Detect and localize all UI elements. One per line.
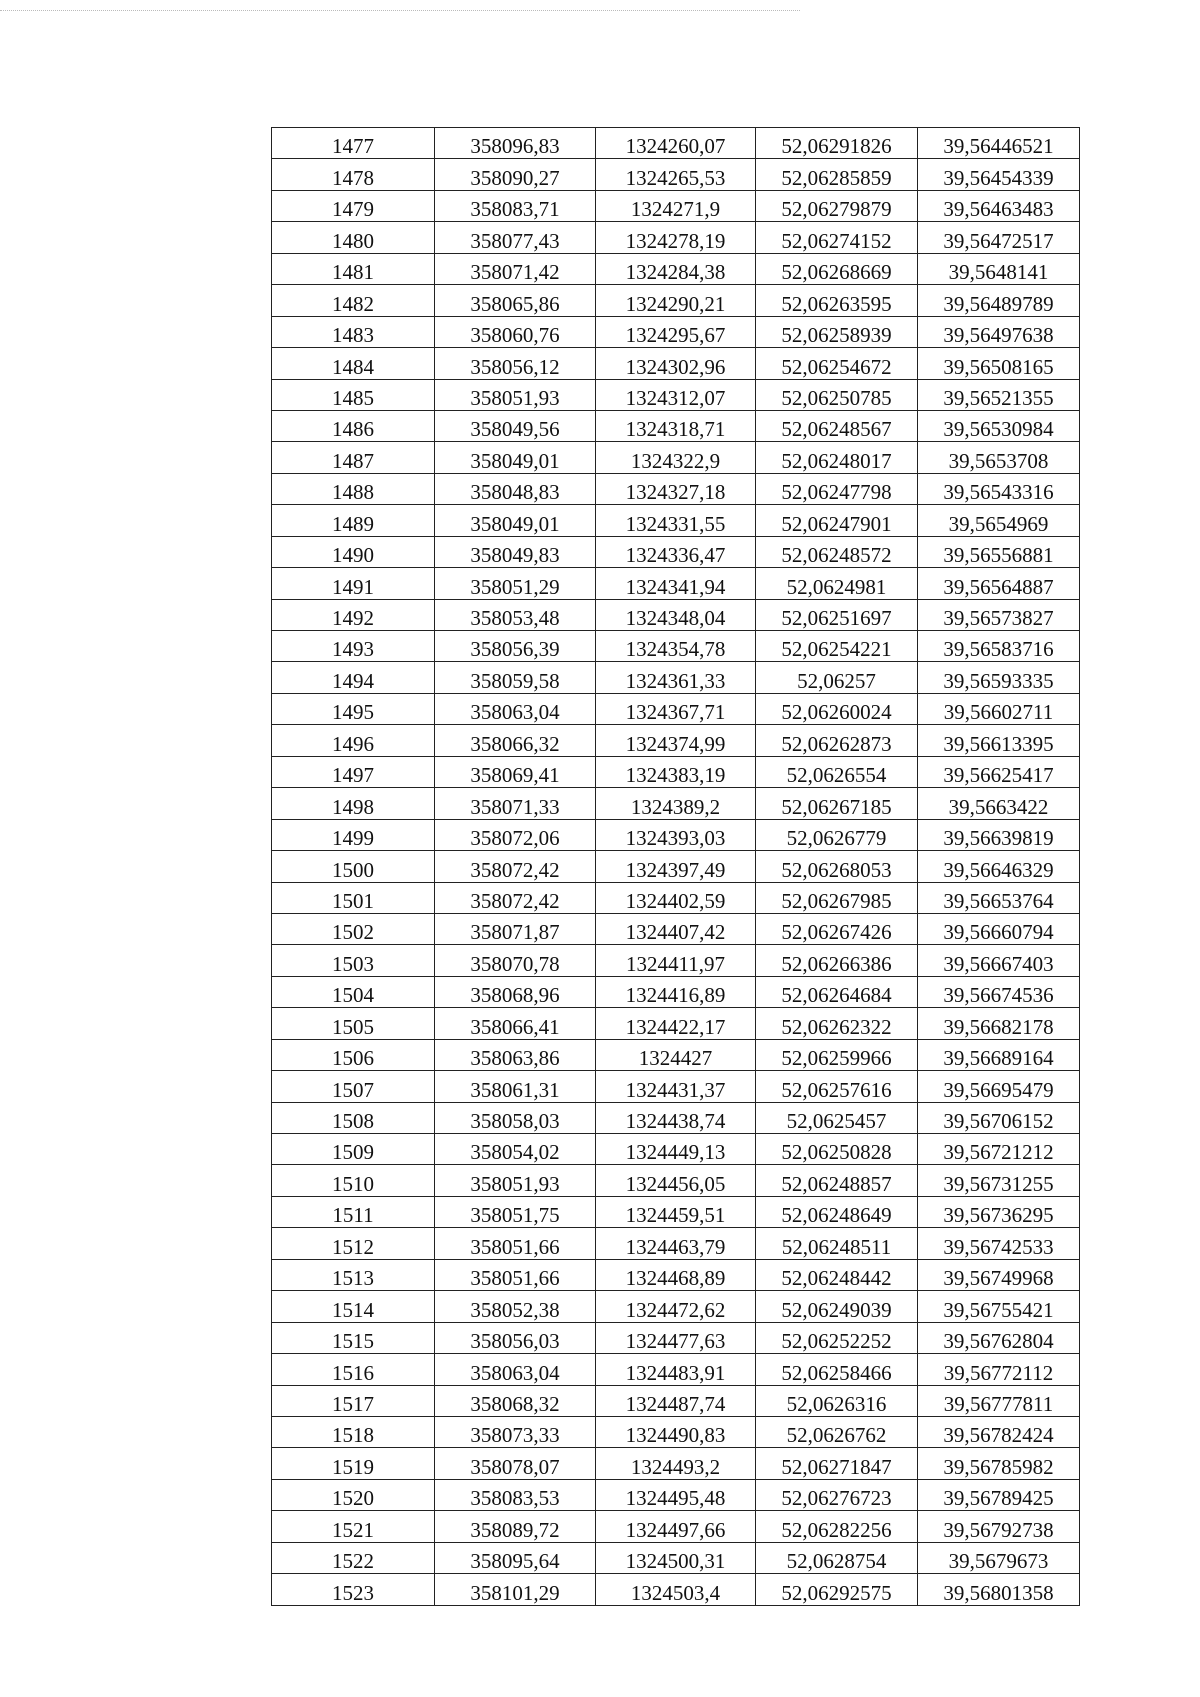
table-row <box>272 945 1080 976</box>
latitude-cell: 52,06267426 <box>756 913 918 944</box>
latitude-cell: 52,06274152 <box>756 222 918 253</box>
x-coordinate-cell: 358060,76 <box>435 316 596 347</box>
y-coordinate-cell: 1324397,49 <box>596 851 756 882</box>
x-coordinate-cell: 358095,64 <box>435 1542 596 1573</box>
table-row <box>272 410 1080 441</box>
point-number-cell: 1500 <box>272 851 435 882</box>
y-coordinate-cell: 1324331,55 <box>596 505 756 536</box>
longitude-cell: 39,56613395 <box>918 725 1080 756</box>
y-coordinate-cell: 1324278,19 <box>596 222 756 253</box>
longitude-cell: 39,56530984 <box>918 410 1080 441</box>
table-row <box>272 316 1080 347</box>
y-coordinate-cell: 1324483,91 <box>596 1354 756 1385</box>
longitude-cell: 39,56789425 <box>918 1479 1080 1510</box>
latitude-cell: 52,06263595 <box>756 285 918 316</box>
longitude-cell: 39,56508165 <box>918 348 1080 379</box>
latitude-cell: 52,06248567 <box>756 410 918 441</box>
y-coordinate-cell: 1324260,07 <box>596 128 756 159</box>
y-coordinate-cell: 1324327,18 <box>596 473 756 504</box>
latitude-cell: 52,06257 <box>756 662 918 693</box>
y-coordinate-cell: 1324463,79 <box>596 1228 756 1259</box>
y-coordinate-cell: 1324393,03 <box>596 819 756 850</box>
x-coordinate-cell: 358053,48 <box>435 599 596 630</box>
longitude-cell: 39,56695479 <box>918 1071 1080 1102</box>
point-number-cell: 1489 <box>272 505 435 536</box>
y-coordinate-cell: 1324336,47 <box>596 536 756 567</box>
x-coordinate-cell: 358077,43 <box>435 222 596 253</box>
x-coordinate-cell: 358101,29 <box>435 1574 596 1605</box>
longitude-cell: 39,56446521 <box>918 128 1080 159</box>
point-number-cell: 1497 <box>272 756 435 787</box>
y-coordinate-cell: 1324497,66 <box>596 1511 756 1542</box>
latitude-cell: 52,06248442 <box>756 1259 918 1290</box>
point-number-cell: 1507 <box>272 1071 435 1102</box>
longitude-cell: 39,56521355 <box>918 379 1080 410</box>
table-row <box>272 1259 1080 1290</box>
point-number-cell: 1487 <box>272 442 435 473</box>
x-coordinate-cell: 358051,93 <box>435 379 596 410</box>
y-coordinate-cell: 1324341,94 <box>596 568 756 599</box>
point-number-cell: 1506 <box>272 1039 435 1070</box>
latitude-cell: 52,06252252 <box>756 1322 918 1353</box>
latitude-cell: 52,0625457 <box>756 1102 918 1133</box>
x-coordinate-cell: 358073,33 <box>435 1416 596 1447</box>
point-number-cell: 1519 <box>272 1448 435 1479</box>
x-coordinate-cell: 358056,12 <box>435 348 596 379</box>
x-coordinate-cell: 358058,03 <box>435 1102 596 1133</box>
latitude-cell: 52,06276723 <box>756 1479 918 1510</box>
point-number-cell: 1515 <box>272 1322 435 1353</box>
latitude-cell: 52,06248649 <box>756 1196 918 1227</box>
point-number-cell: 1505 <box>272 1008 435 1039</box>
longitude-cell: 39,56755421 <box>918 1291 1080 1322</box>
longitude-cell: 39,56639819 <box>918 819 1080 850</box>
longitude-cell: 39,56583716 <box>918 631 1080 662</box>
table-row <box>272 1039 1080 1070</box>
table-row <box>272 190 1080 221</box>
table-row <box>272 1479 1080 1510</box>
point-number-cell: 1521 <box>272 1511 435 1542</box>
longitude-cell: 39,56682178 <box>918 1008 1080 1039</box>
y-coordinate-cell: 1324503,4 <box>596 1574 756 1605</box>
latitude-cell: 52,06248572 <box>756 536 918 567</box>
point-number-cell: 1501 <box>272 882 435 913</box>
point-number-cell: 1510 <box>272 1165 435 1196</box>
point-number-cell: 1503 <box>272 945 435 976</box>
y-coordinate-cell: 1324468,89 <box>596 1259 756 1290</box>
y-coordinate-cell: 1324322,9 <box>596 442 756 473</box>
longitude-cell: 39,56667403 <box>918 945 1080 976</box>
point-number-cell: 1492 <box>272 599 435 630</box>
latitude-cell: 52,0628754 <box>756 1542 918 1573</box>
x-coordinate-cell: 358049,01 <box>435 505 596 536</box>
point-number-cell: 1483 <box>272 316 435 347</box>
latitude-cell: 52,06250828 <box>756 1134 918 1165</box>
table-row <box>272 285 1080 316</box>
y-coordinate-cell: 1324271,9 <box>596 190 756 221</box>
table-row <box>272 128 1080 159</box>
point-number-cell: 1520 <box>272 1479 435 1510</box>
table-row <box>272 725 1080 756</box>
point-number-cell: 1490 <box>272 536 435 567</box>
x-coordinate-cell: 358072,42 <box>435 882 596 913</box>
latitude-cell: 52,0626554 <box>756 756 918 787</box>
latitude-cell: 52,0626779 <box>756 819 918 850</box>
point-number-cell: 1482 <box>272 285 435 316</box>
y-coordinate-cell: 1324407,42 <box>596 913 756 944</box>
latitude-cell: 52,06267185 <box>756 788 918 819</box>
y-coordinate-cell: 1324367,71 <box>596 693 756 724</box>
x-coordinate-cell: 358056,39 <box>435 631 596 662</box>
longitude-cell: 39,56543316 <box>918 473 1080 504</box>
x-coordinate-cell: 358072,06 <box>435 819 596 850</box>
table-row <box>272 505 1080 536</box>
table-row <box>272 1071 1080 1102</box>
longitude-cell: 39,5679673 <box>918 1542 1080 1573</box>
y-coordinate-cell: 1324402,59 <box>596 882 756 913</box>
table-row <box>272 159 1080 190</box>
table-row <box>272 1134 1080 1165</box>
latitude-cell: 52,06268053 <box>756 851 918 882</box>
latitude-cell: 52,06268669 <box>756 253 918 284</box>
x-coordinate-cell: 358066,41 <box>435 1008 596 1039</box>
x-coordinate-cell: 358071,33 <box>435 788 596 819</box>
scan-edge-line <box>0 10 800 11</box>
longitude-cell: 39,56625417 <box>918 756 1080 787</box>
longitude-cell: 39,56653764 <box>918 882 1080 913</box>
x-coordinate-cell: 358061,31 <box>435 1071 596 1102</box>
table-row <box>272 348 1080 379</box>
x-coordinate-cell: 358048,83 <box>435 473 596 504</box>
y-coordinate-cell: 1324456,05 <box>596 1165 756 1196</box>
y-coordinate-cell: 1324438,74 <box>596 1102 756 1133</box>
x-coordinate-cell: 358049,01 <box>435 442 596 473</box>
longitude-cell: 39,56593335 <box>918 662 1080 693</box>
table-row <box>272 662 1080 693</box>
point-number-cell: 1485 <box>272 379 435 410</box>
y-coordinate-cell: 1324295,67 <box>596 316 756 347</box>
x-coordinate-cell: 358068,32 <box>435 1385 596 1416</box>
table-row <box>272 851 1080 882</box>
longitude-cell: 39,56772112 <box>918 1354 1080 1385</box>
table-row <box>272 1196 1080 1227</box>
table-row <box>272 1102 1080 1133</box>
y-coordinate-cell: 1324422,17 <box>596 1008 756 1039</box>
latitude-cell: 52,06259966 <box>756 1039 918 1070</box>
y-coordinate-cell: 1324361,33 <box>596 662 756 693</box>
point-number-cell: 1493 <box>272 631 435 662</box>
latitude-cell: 52,06254221 <box>756 631 918 662</box>
x-coordinate-cell: 358051,29 <box>435 568 596 599</box>
table-row <box>272 756 1080 787</box>
longitude-cell: 39,56602711 <box>918 693 1080 724</box>
latitude-cell: 52,06262322 <box>756 1008 918 1039</box>
point-number-cell: 1513 <box>272 1259 435 1290</box>
latitude-cell: 52,06248511 <box>756 1228 918 1259</box>
longitude-cell: 39,5653708 <box>918 442 1080 473</box>
table-row <box>272 1448 1080 1479</box>
point-number-cell: 1480 <box>272 222 435 253</box>
y-coordinate-cell: 1324290,21 <box>596 285 756 316</box>
table-row <box>272 379 1080 410</box>
coordinates-table-body <box>272 128 1080 1606</box>
table-row <box>272 1228 1080 1259</box>
y-coordinate-cell: 1324449,13 <box>596 1134 756 1165</box>
longitude-cell: 39,56556881 <box>918 536 1080 567</box>
y-coordinate-cell: 1324284,38 <box>596 253 756 284</box>
x-coordinate-cell: 358070,78 <box>435 945 596 976</box>
point-number-cell: 1488 <box>272 473 435 504</box>
point-number-cell: 1481 <box>272 253 435 284</box>
x-coordinate-cell: 358068,96 <box>435 976 596 1007</box>
x-coordinate-cell: 358083,53 <box>435 1479 596 1510</box>
table-row <box>272 819 1080 850</box>
longitude-cell: 39,56463483 <box>918 190 1080 221</box>
point-number-cell: 1496 <box>272 725 435 756</box>
latitude-cell: 52,06271847 <box>756 1448 918 1479</box>
point-number-cell: 1504 <box>272 976 435 1007</box>
table-row <box>272 536 1080 567</box>
x-coordinate-cell: 358071,42 <box>435 253 596 284</box>
x-coordinate-cell: 358078,07 <box>435 1448 596 1479</box>
latitude-cell: 52,06258939 <box>756 316 918 347</box>
table-row <box>272 1416 1080 1447</box>
latitude-cell: 52,06258466 <box>756 1354 918 1385</box>
x-coordinate-cell: 358096,83 <box>435 128 596 159</box>
point-number-cell: 1522 <box>272 1542 435 1573</box>
latitude-cell: 52,06249039 <box>756 1291 918 1322</box>
point-number-cell: 1523 <box>272 1574 435 1605</box>
latitude-cell: 52,06250785 <box>756 379 918 410</box>
x-coordinate-cell: 358066,32 <box>435 725 596 756</box>
x-coordinate-cell: 358049,83 <box>435 536 596 567</box>
longitude-cell: 39,56792738 <box>918 1511 1080 1542</box>
latitude-cell: 52,0626316 <box>756 1385 918 1416</box>
latitude-cell: 52,06291826 <box>756 128 918 159</box>
x-coordinate-cell: 358089,72 <box>435 1511 596 1542</box>
point-number-cell: 1498 <box>272 788 435 819</box>
y-coordinate-cell: 1324490,83 <box>596 1416 756 1447</box>
x-coordinate-cell: 358051,75 <box>435 1196 596 1227</box>
table-row <box>272 1165 1080 1196</box>
table-row <box>272 1542 1080 1573</box>
point-number-cell: 1502 <box>272 913 435 944</box>
y-coordinate-cell: 1324493,2 <box>596 1448 756 1479</box>
y-coordinate-cell: 1324416,89 <box>596 976 756 1007</box>
table-row <box>272 568 1080 599</box>
latitude-cell: 52,06247901 <box>756 505 918 536</box>
table-row <box>272 599 1080 630</box>
longitude-cell: 39,56749968 <box>918 1259 1080 1290</box>
longitude-cell: 39,56706152 <box>918 1102 1080 1133</box>
latitude-cell: 52,06279879 <box>756 190 918 221</box>
y-coordinate-cell: 1324318,71 <box>596 410 756 441</box>
longitude-cell: 39,56497638 <box>918 316 1080 347</box>
latitude-cell: 52,06248857 <box>756 1165 918 1196</box>
y-coordinate-cell: 1324472,62 <box>596 1291 756 1322</box>
latitude-cell: 52,06285859 <box>756 159 918 190</box>
longitude-cell: 39,56454339 <box>918 159 1080 190</box>
table-row <box>272 913 1080 944</box>
latitude-cell: 52,06262873 <box>756 725 918 756</box>
latitude-cell: 52,06292575 <box>756 1574 918 1605</box>
longitude-cell: 39,56782424 <box>918 1416 1080 1447</box>
x-coordinate-cell: 358071,87 <box>435 913 596 944</box>
y-coordinate-cell: 1324431,37 <box>596 1071 756 1102</box>
table-row <box>272 788 1080 819</box>
longitude-cell: 39,56801358 <box>918 1574 1080 1605</box>
y-coordinate-cell: 1324302,96 <box>596 348 756 379</box>
y-coordinate-cell: 1324411,97 <box>596 945 756 976</box>
longitude-cell: 39,56660794 <box>918 913 1080 944</box>
table-row <box>272 442 1080 473</box>
y-coordinate-cell: 1324265,53 <box>596 159 756 190</box>
x-coordinate-cell: 358063,04 <box>435 693 596 724</box>
point-number-cell: 1516 <box>272 1354 435 1385</box>
longitude-cell: 39,56489789 <box>918 285 1080 316</box>
x-coordinate-cell: 358051,93 <box>435 1165 596 1196</box>
y-coordinate-cell: 1324495,48 <box>596 1479 756 1510</box>
table-row <box>272 976 1080 1007</box>
x-coordinate-cell: 358065,86 <box>435 285 596 316</box>
table-row <box>272 1008 1080 1039</box>
latitude-cell: 52,06254672 <box>756 348 918 379</box>
y-coordinate-cell: 1324500,31 <box>596 1542 756 1573</box>
coordinates-table <box>271 127 1080 1606</box>
table-row <box>272 693 1080 724</box>
point-number-cell: 1479 <box>272 190 435 221</box>
y-coordinate-cell: 1324348,04 <box>596 599 756 630</box>
table-row <box>272 473 1080 504</box>
table-row <box>272 222 1080 253</box>
longitude-cell: 39,56721212 <box>918 1134 1080 1165</box>
longitude-cell: 39,56785982 <box>918 1448 1080 1479</box>
latitude-cell: 52,06257616 <box>756 1071 918 1102</box>
longitude-cell: 39,56573827 <box>918 599 1080 630</box>
x-coordinate-cell: 358063,86 <box>435 1039 596 1070</box>
table-row <box>272 1574 1080 1605</box>
longitude-cell: 39,5663422 <box>918 788 1080 819</box>
latitude-cell: 52,06264684 <box>756 976 918 1007</box>
x-coordinate-cell: 358054,02 <box>435 1134 596 1165</box>
longitude-cell: 39,56762804 <box>918 1322 1080 1353</box>
latitude-cell: 52,06266386 <box>756 945 918 976</box>
y-coordinate-cell: 1324427 <box>596 1039 756 1070</box>
latitude-cell: 52,06267985 <box>756 882 918 913</box>
point-number-cell: 1518 <box>272 1416 435 1447</box>
x-coordinate-cell: 358063,04 <box>435 1354 596 1385</box>
table-row <box>272 253 1080 284</box>
latitude-cell: 52,0626762 <box>756 1416 918 1447</box>
point-number-cell: 1514 <box>272 1291 435 1322</box>
y-coordinate-cell: 1324477,63 <box>596 1322 756 1353</box>
point-number-cell: 1484 <box>272 348 435 379</box>
longitude-cell: 39,56736295 <box>918 1196 1080 1227</box>
x-coordinate-cell: 358052,38 <box>435 1291 596 1322</box>
y-coordinate-cell: 1324354,78 <box>596 631 756 662</box>
longitude-cell: 39,56731255 <box>918 1165 1080 1196</box>
longitude-cell: 39,56646329 <box>918 851 1080 882</box>
table-row <box>272 1291 1080 1322</box>
x-coordinate-cell: 358069,41 <box>435 756 596 787</box>
latitude-cell: 52,06247798 <box>756 473 918 504</box>
point-number-cell: 1511 <box>272 1196 435 1227</box>
x-coordinate-cell: 358051,66 <box>435 1228 596 1259</box>
latitude-cell: 52,0624981 <box>756 568 918 599</box>
y-coordinate-cell: 1324312,07 <box>596 379 756 410</box>
longitude-cell: 39,56777811 <box>918 1385 1080 1416</box>
latitude-cell: 52,06251697 <box>756 599 918 630</box>
y-coordinate-cell: 1324459,51 <box>596 1196 756 1227</box>
x-coordinate-cell: 358051,66 <box>435 1259 596 1290</box>
point-number-cell: 1499 <box>272 819 435 850</box>
y-coordinate-cell: 1324487,74 <box>596 1385 756 1416</box>
longitude-cell: 39,5654969 <box>918 505 1080 536</box>
longitude-cell: 39,56742533 <box>918 1228 1080 1259</box>
table-row <box>272 1385 1080 1416</box>
x-coordinate-cell: 358090,27 <box>435 159 596 190</box>
point-number-cell: 1494 <box>272 662 435 693</box>
longitude-cell: 39,56689164 <box>918 1039 1080 1070</box>
point-number-cell: 1495 <box>272 693 435 724</box>
latitude-cell: 52,06260024 <box>756 693 918 724</box>
point-number-cell: 1509 <box>272 1134 435 1165</box>
y-coordinate-cell: 1324389,2 <box>596 788 756 819</box>
y-coordinate-cell: 1324383,19 <box>596 756 756 787</box>
longitude-cell: 39,56472517 <box>918 222 1080 253</box>
point-number-cell: 1478 <box>272 159 435 190</box>
latitude-cell: 52,06282256 <box>756 1511 918 1542</box>
x-coordinate-cell: 358083,71 <box>435 190 596 221</box>
point-number-cell: 1512 <box>272 1228 435 1259</box>
x-coordinate-cell: 358072,42 <box>435 851 596 882</box>
table-row <box>272 1322 1080 1353</box>
table-row <box>272 631 1080 662</box>
longitude-cell: 39,5648141 <box>918 253 1080 284</box>
x-coordinate-cell: 358056,03 <box>435 1322 596 1353</box>
point-number-cell: 1486 <box>272 410 435 441</box>
table-row <box>272 1354 1080 1385</box>
point-number-cell: 1508 <box>272 1102 435 1133</box>
point-number-cell: 1517 <box>272 1385 435 1416</box>
x-coordinate-cell: 358049,56 <box>435 410 596 441</box>
y-coordinate-cell: 1324374,99 <box>596 725 756 756</box>
latitude-cell: 52,06248017 <box>756 442 918 473</box>
longitude-cell: 39,56674536 <box>918 976 1080 1007</box>
point-number-cell: 1491 <box>272 568 435 599</box>
table-row <box>272 1511 1080 1542</box>
table-row <box>272 882 1080 913</box>
point-number-cell: 1477 <box>272 128 435 159</box>
x-coordinate-cell: 358059,58 <box>435 662 596 693</box>
longitude-cell: 39,56564887 <box>918 568 1080 599</box>
